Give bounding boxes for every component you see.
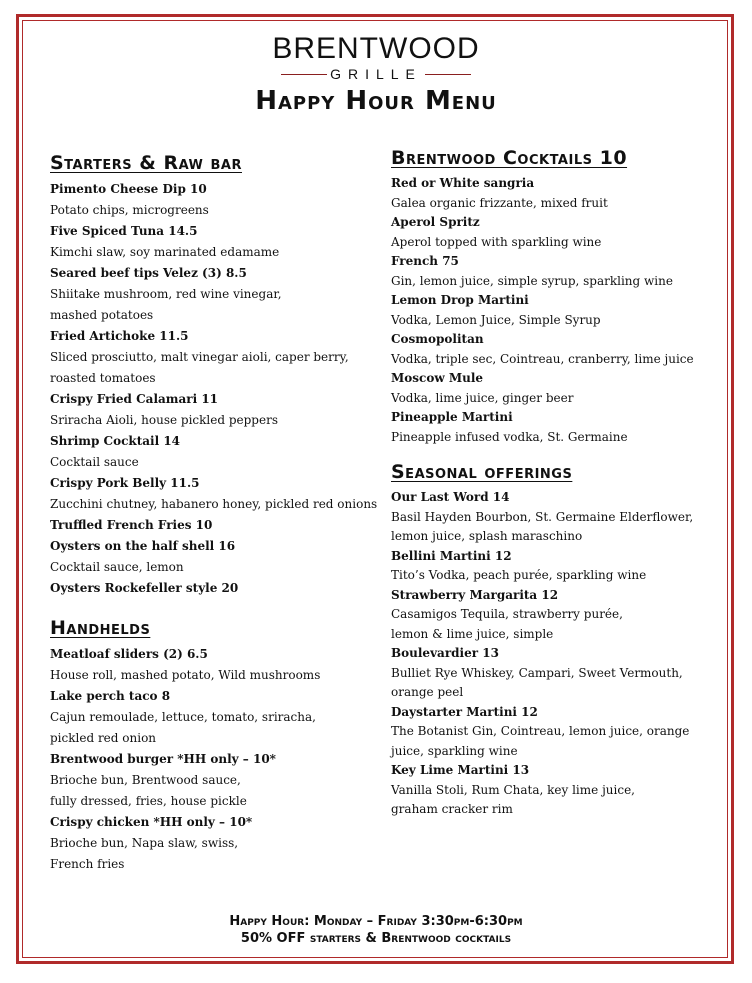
menu-item [50,515,380,536]
section-cocktails [391,147,726,447]
menu-item-name: Key Lime Martini 13 [391,763,530,777]
menu-item-description: Brioche bun, Brentwood sauce, [50,773,241,787]
menu-item-name: Oysters Rockefeller style 20 [50,581,239,595]
menu-item [50,473,380,515]
menu-item-name: Strawberry Margarita 12 [391,587,559,602]
menu-item-name: Seared beef tips Velez (3) 8.5 [50,266,247,280]
menu-item-name: Five Spiced Tuna 14.5 [50,224,198,238]
menu-item [391,644,726,703]
menu-item-description: fully dressed, fries, house pickle [50,794,247,808]
logo-rule-left [281,74,327,75]
menu-item [391,213,726,252]
logo-name: BRENTWOOD [272,32,480,65]
menu-item-description: Sriracha Aioli, house pickled peppers [50,413,278,427]
menu-item-description: Vodka, Lemon Juice, Simple Syrup [391,312,601,327]
menu-item-name: Cosmopolitan [391,332,484,346]
menu-item [391,586,726,645]
menu-item [50,263,380,326]
menu-item [50,179,380,221]
menu-item [391,174,726,213]
menu-item-name: Crispy Fried Calamari 11 [50,392,219,406]
menu-item-name: Daystarter Martini 12 [391,704,538,719]
menu-item [50,389,380,431]
section-seasonal [391,461,726,820]
menu-item-name: Shrimp Cocktail 14 [50,434,181,448]
menu-item-name: Aperol Spritz [391,215,480,229]
menu-item-description: Bulliet Rye Whiskey, Campari, Sweet Vermouth, [391,665,683,680]
footer-discount: 50% OFF starters & Brentwood cocktails [240,931,512,946]
section-heading-cocktails: Brentwood Cocktails 10 [391,147,628,169]
menu-item [50,812,380,875]
menu-item [50,644,380,686]
menu-item-name: Bellini Martini 12 [391,548,512,563]
section-heading-seasonal: Seasonal offerings [391,461,573,483]
left-column [50,152,380,875]
menu-item-description: Cocktail sauce, lemon [50,560,184,574]
menu-item [50,536,380,578]
menu-item-description: Vodka, lime juice, ginger beer [391,390,574,405]
menu-item-description: Tito’s Vodka, peach purée, sparkling wine [391,568,647,582]
brentwood-logo [0,32,752,82]
logo-sub-text: GRILLE [330,66,422,82]
menu-item-name: Red or White sangria [391,176,535,190]
menu-item-description: Basil Hayden Bourbon, St. Germaine Elderflower, [391,509,694,524]
menu-item-description: The Botanist Gin, Cointreau, lemon juice, orange [391,724,690,738]
menu-item-description: Vodka, triple sec, Cointreau, cranberry, lime juice [391,351,694,366]
menu-item-description: French fries [50,857,125,871]
menu-item-name: Moscow Mule [391,371,484,385]
menu-item [50,686,380,749]
menu-item [391,408,726,447]
menu-item-description: Cajun remoulade, lettuce, tomato, sriracha, [50,710,316,724]
menu-item [391,488,726,547]
menu-item-description: Vanilla Stoli, Rum Chata, key lime juice, [391,782,635,797]
menu-item [50,221,380,263]
menu-item-description: Sliced prosciutto, malt vinegar aioli, caper berry, [50,350,349,364]
menu-item-description: Casamigos Tequila, strawberry purée, [391,607,623,621]
menu-item-description: Potato chips, microgreens [50,203,209,217]
menu-item-name: Truffled French Fries 10 [50,518,213,532]
menu-item-description: Zucchini chutney, habanero honey, pickled red onions [50,497,378,511]
menu-item-name: French 75 [391,254,459,268]
menu-item [391,291,726,330]
menu-item [50,431,380,473]
logo-rule-right [425,74,471,75]
menu-item-description: Brioche bun, Napa slaw, swiss, [50,836,239,850]
menu-item-name: Our Last Word 14 [391,490,510,504]
menu-item-description: Galea organic frizzante, mixed fruit [391,195,608,210]
menu-item [50,326,380,389]
menu-item-name: Pimento Cheese Dip 10 [50,182,207,196]
menu-item-name: Lemon Drop Martini [391,293,529,307]
menu-item [50,578,380,599]
logo-sub [281,66,471,82]
cocktails-list [391,174,726,447]
menu-item-description: mashed potatoes [50,308,154,322]
menu-item-description: Shiitake mushroom, red wine vinegar, [50,287,282,301]
menu-item [391,761,726,820]
page-title: Happy Hour Menu [255,86,497,116]
menu-item-description: Cocktail sauce [50,455,139,469]
menu-item-name: Crispy chicken *HH only – 10* [50,815,253,829]
menu-item-description: Aperol topped with sparkling wine [391,234,602,249]
menu-item [391,330,726,369]
menu-item-name: Brentwood burger *HH only – 10* [50,752,276,766]
footer [0,913,752,947]
section-heading-handhelds: Handhelds [50,617,151,639]
menu-item-description: roasted tomatoes [50,371,156,385]
menu-item-description: Pineapple infused vodka, St. Germaine [391,429,628,444]
menu-item [50,749,380,812]
menu-item-name: Lake perch taco 8 [50,689,171,703]
menu-item-description: juice, sparkling wine [391,743,518,758]
menu-item [391,252,726,291]
menu-item-description: lemon & lime juice, simple [391,626,554,641]
menu-item-description: pickled red onion [50,731,157,745]
menu-item-name: Fried Artichoke 11.5 [50,329,189,343]
menu-item [391,703,726,762]
menu-item [391,369,726,408]
menu-item-description: lemon juice, splash maraschino [391,529,583,543]
menu-item-description: orange peel [391,685,464,699]
seasonal-list [391,488,726,820]
footer-hours: Happy Hour: Monday – Friday 3:30pm-6:30pm [229,914,523,929]
section-heading-starters: Starters & Raw bar [50,152,242,174]
handhelds-list [50,644,380,875]
menu-item-description: Gin, lemon juice, simple syrup, sparkling wine [391,273,673,288]
menu-item-description: Kimchi slaw, soy marinated edamame [50,245,280,259]
menu-item-name: Meatloaf sliders (2) 6.5 [50,647,208,661]
menu-item-name: Pineapple Martini [391,410,513,424]
section-starters [50,152,380,599]
menu-item [391,547,726,586]
starters-list [50,179,380,599]
menu-item-name: Crispy Pork Belly 11.5 [50,476,200,490]
menu-item-description: graham cracker rim [391,802,513,816]
menu-item-name: Oysters on the half shell 16 [50,539,236,553]
menu-item-description: House roll, mashed potato, Wild mushrooms [50,668,321,682]
menu-item-name: Boulevardier 13 [391,646,499,660]
right-column [391,147,726,820]
section-handhelds [50,617,380,875]
